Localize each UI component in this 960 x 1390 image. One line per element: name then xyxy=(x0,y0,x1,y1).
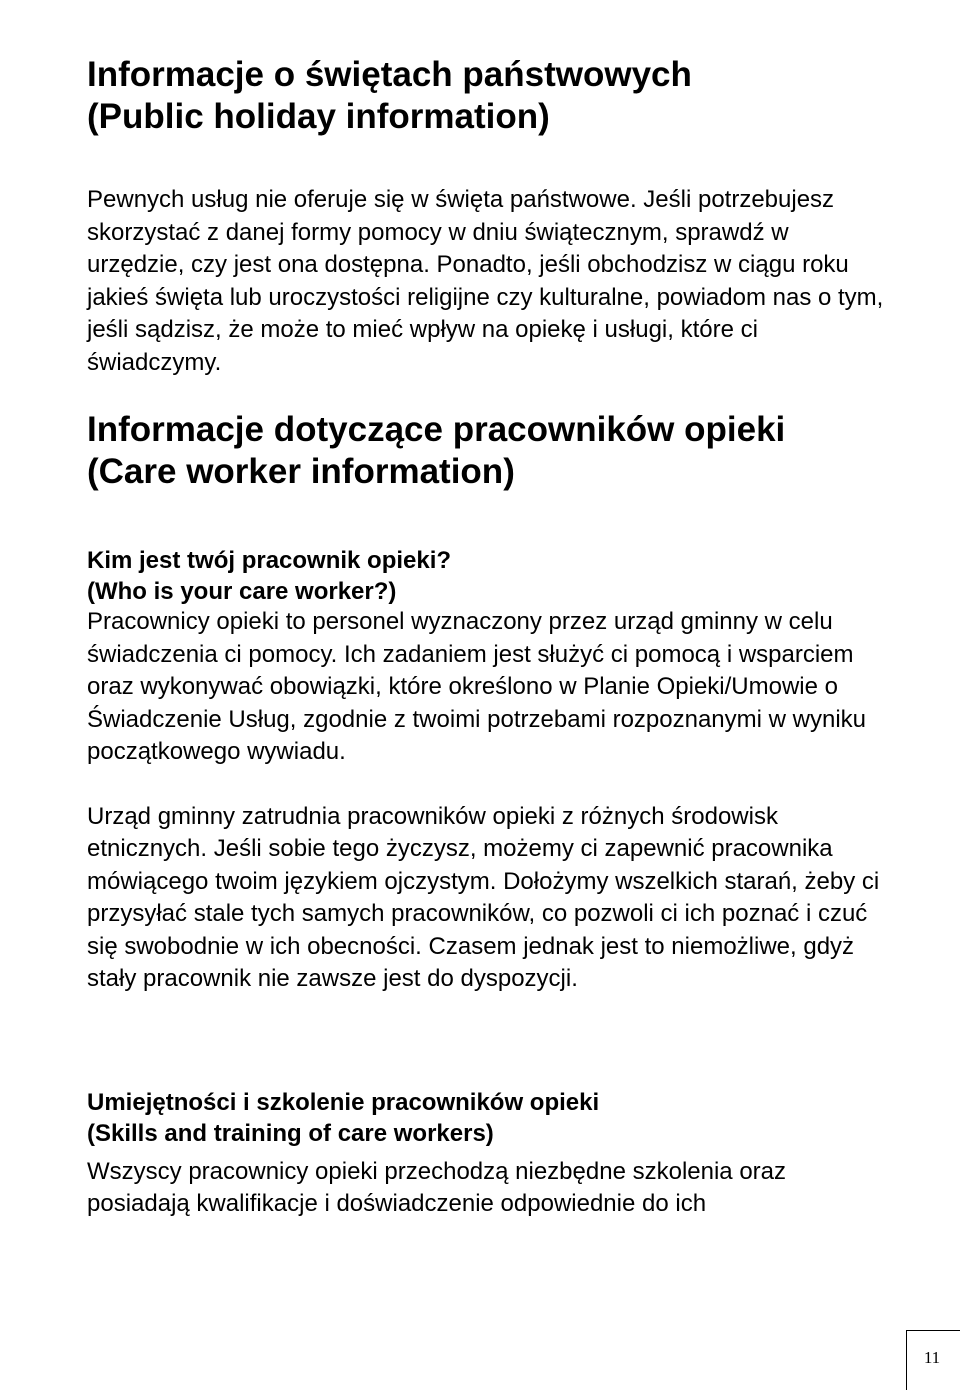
page-number: 11 xyxy=(923,1348,941,1367)
care-worker-heading-english: (Care worker information) xyxy=(87,452,515,491)
skills-heading-english: (Skills and training of care workers) xyxy=(87,1119,494,1147)
skills-training-heading xyxy=(87,1087,887,1149)
who-is-care-worker-heading xyxy=(87,545,887,607)
skills-heading-polish: Umiejętności i szkolenie pracowników opieki xyxy=(87,1088,600,1116)
who-heading-polish: Kim jest twój pracownik opieki? xyxy=(87,547,452,574)
holiday-section-heading xyxy=(87,54,887,138)
care-worker-heading-polish: Informacje dotyczące pracowników opieki xyxy=(87,410,786,449)
page-content xyxy=(87,54,887,1221)
care-worker-role-paragraph: Pracownicy opieki to personel wyznaczony przez urząd gminny w celu świadczenia ci pomocy. Ich zadaniem jest służyć ci pomocą i wsparciem oraz wykonywać obowiązki, które określono w Planie Opieki/Umowie o Świadczenie Usług, zgodnie z twoimi potrzebami rozpoznanymi w wyniku początkowego wywiadu. xyxy=(87,608,867,765)
who-heading-english: (Who is your care worker?) xyxy=(87,578,397,605)
care-worker-ethnic-paragraph: Urząd gminny zatrudnia pracowników opieki z różnych środowisk etnicznych. Jeśli sobie tego życzysz, możemy ci zapewnić pracownika mówiącego twoim językiem ojczystym. Dołożymy wszelkich starań, żeby ci przysyłać stale tych samych pracowników, co pozwoli ci ich poznać i czuć się swobodnie w ich obecności. Czasem jednak jest to niemożliwe, gdyż stały pracownik nie zawsze jest do dyspozycji. xyxy=(87,802,880,992)
holiday-heading-english: (Public holiday information) xyxy=(87,97,550,136)
holiday-heading-polish: Informacje o świętach państwowych xyxy=(87,55,692,94)
skills-training-paragraph: Wszyscy pracownicy opieki przechodzą niezbędne szkolenia oraz posiadają kwalifikacje i doświadczenie odpowiednie do ich xyxy=(87,1157,786,1217)
holiday-paragraph: Pewnych usług nie oferuje się w święta państwowe. Jeśli potrzebujesz skorzystać z danej formy pomocy w dniu świątecznym, sprawdź w urzędzie, czy jest ona dostępna. Ponadto, jeśli obchodzisz w ciągu roku jakieś święta lub uroczystości religijne czy kulturalne, powiadom nas o tym, jeśli sądzisz, że może to mieć wpływ na opiekę i usługi, które ci świadczymy. xyxy=(87,186,884,376)
care-worker-section-heading xyxy=(87,409,887,493)
